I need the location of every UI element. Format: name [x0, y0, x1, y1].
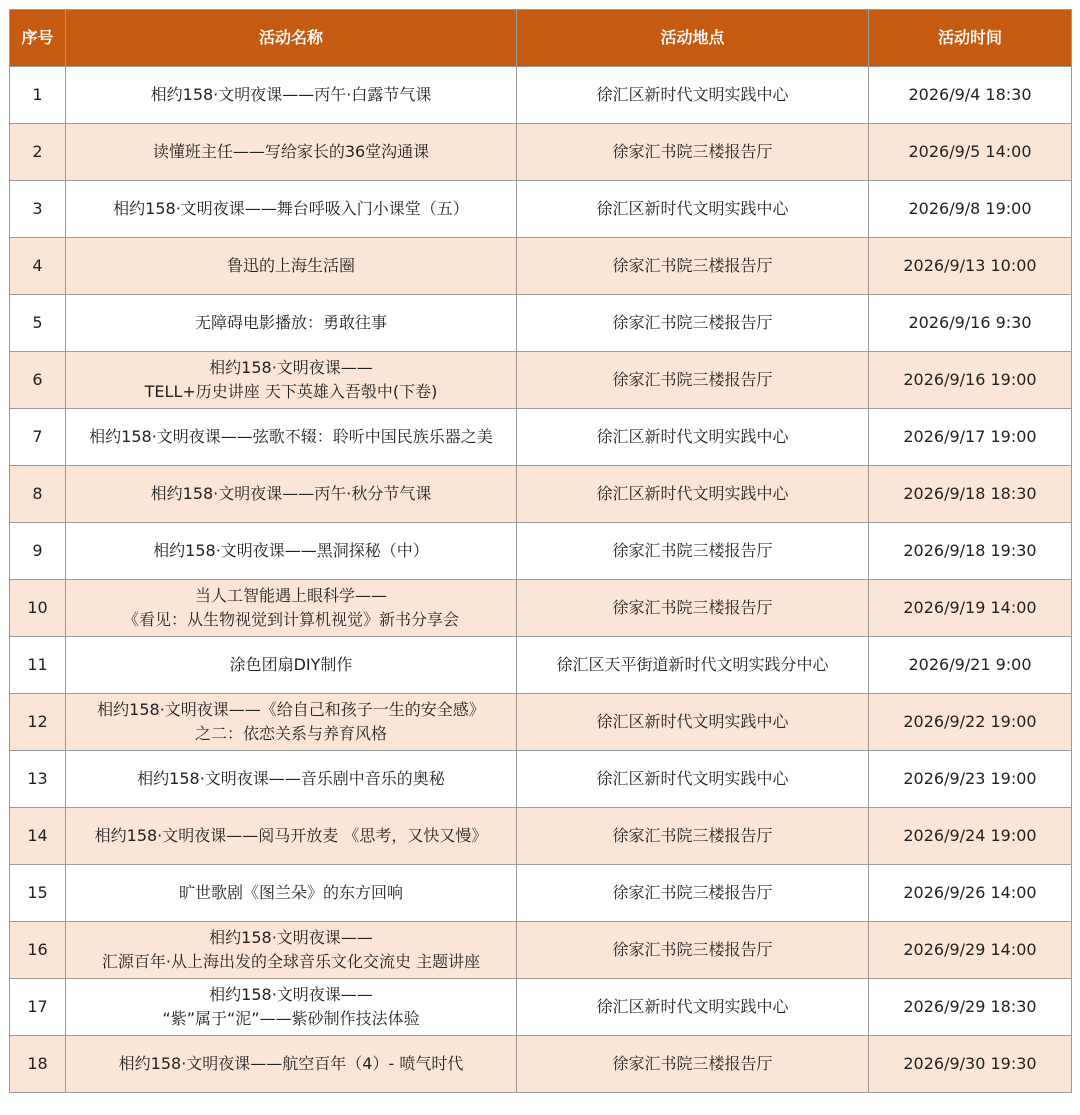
cell-location: 徐家汇书院三楼报告厅: [517, 352, 869, 409]
cell-index: 9: [10, 523, 66, 580]
cell-index: 15: [10, 865, 66, 922]
cell-location: 徐家汇书院三楼报告厅: [517, 865, 869, 922]
activity-name-line: 鲁迅的上海生活圈: [226, 256, 355, 275]
activity-name-line: 相约158·文明夜课——航空百年（4）- 喷气时代: [118, 1054, 464, 1073]
cell-index: 13: [10, 751, 66, 808]
activity-name-line: 相约158·文明夜课——丙午·白露节气课: [150, 85, 432, 104]
cell-location: 徐汇区新时代文明实践中心: [517, 409, 869, 466]
cell-index: 6: [10, 352, 66, 409]
table-row: [10, 1036, 1072, 1093]
cell-activity-name: [66, 181, 517, 238]
table-row: [10, 865, 1072, 922]
activity-name-line: 相约158·文明夜课——阅马开放麦 《思考，又快又慢》: [94, 826, 488, 845]
cell-time: 2026/9/16 19:00: [869, 352, 1072, 409]
table-row: [10, 979, 1072, 1036]
cell-index: 14: [10, 808, 66, 865]
activity-name-line: 读懂班主任——写给家长的36堂沟通课: [152, 142, 430, 161]
cell-location: 徐家汇书院三楼报告厅: [517, 808, 869, 865]
cell-location: 徐汇区新时代文明实践中心: [517, 67, 869, 124]
cell-activity-name: [66, 580, 517, 637]
table-row: [10, 238, 1072, 295]
table-row: [10, 409, 1072, 466]
cell-activity-name: [66, 466, 517, 523]
activity-name-line: 相约158·文明夜课——《给自己和孩子一生的安全感》: [97, 700, 485, 719]
cell-index: 7: [10, 409, 66, 466]
cell-activity-name: [66, 865, 517, 922]
cell-index: 2: [10, 124, 66, 181]
cell-location: 徐汇区新时代文明实践中心: [517, 466, 869, 523]
activity-name-line: “紫”属于“泥”——紫砂制作技法体验: [162, 1009, 420, 1028]
table-row: [10, 808, 1072, 865]
cell-activity-name: [66, 808, 517, 865]
cell-activity-name: [66, 295, 517, 352]
cell-index: 12: [10, 694, 66, 751]
activity-name-line: TELL+历史讲座 天下英雄入吾彀中(下卷): [144, 382, 438, 401]
activity-name-line: 相约158·文明夜课——丙午·秋分节气课: [150, 484, 432, 503]
activity-name-line: 相约158·文明夜课——弦歌不辍：聆听中国民族乐器之美: [89, 427, 493, 446]
table-row: [10, 637, 1072, 694]
cell-time: 2026/9/5 14:00: [869, 124, 1072, 181]
activity-name-line: 涂色团扇DIY制作: [229, 655, 353, 674]
cell-time: 2026/9/13 10:00: [869, 238, 1072, 295]
cell-time: 2026/9/29 14:00: [869, 922, 1072, 979]
cell-location: 徐家汇书院三楼报告厅: [517, 580, 869, 637]
cell-time: 2026/9/30 19:30: [869, 1036, 1072, 1093]
cell-location: 徐汇区新时代文明实践中心: [517, 694, 869, 751]
cell-index: 11: [10, 637, 66, 694]
cell-activity-name: [66, 1036, 517, 1093]
cell-activity-name: [66, 409, 517, 466]
cell-activity-name: [66, 352, 517, 409]
cell-activity-name: [66, 238, 517, 295]
cell-location: 徐汇区新时代文明实践中心: [517, 181, 869, 238]
cell-index: 3: [10, 181, 66, 238]
table-row: [10, 67, 1072, 124]
cell-time: 2026/9/16 9:30: [869, 295, 1072, 352]
cell-index: 1: [10, 67, 66, 124]
table-row: [10, 295, 1072, 352]
cell-activity-name: [66, 67, 517, 124]
cell-activity-name: [66, 637, 517, 694]
cell-index: 4: [10, 238, 66, 295]
cell-time: 2026/9/29 18:30: [869, 979, 1072, 1036]
activity-name-line: 相约158·文明夜课——: [209, 985, 373, 1004]
cell-index: 5: [10, 295, 66, 352]
cell-location: 徐家汇书院三楼报告厅: [517, 124, 869, 181]
cell-time: 2026/9/8 19:00: [869, 181, 1072, 238]
cell-activity-name: [66, 124, 517, 181]
cell-time: 2026/9/4 18:30: [869, 67, 1072, 124]
activity-name-line: 《看见：从生物视觉到计算机视觉》新书分享会: [122, 610, 459, 629]
table-row: [10, 751, 1072, 808]
activity-name-line: 旷世歌剧《图兰朵》的东方回响: [178, 883, 403, 902]
table-row: [10, 694, 1072, 751]
column-header-time: 活动时间: [869, 10, 1072, 67]
cell-activity-name: [66, 922, 517, 979]
cell-index: 17: [10, 979, 66, 1036]
activity-name-line: 相约158·文明夜课——舞台呼吸入门小课堂（五）: [113, 199, 469, 218]
schedule-table-container: [9, 9, 1071, 1093]
cell-activity-name: [66, 523, 517, 580]
activity-name-line: 相约158·文明夜课——: [209, 358, 373, 377]
cell-activity-name: [66, 751, 517, 808]
activity-name-line: 无障碍电影播放：勇敢往事: [194, 313, 387, 332]
cell-time: 2026/9/18 19:30: [869, 523, 1072, 580]
cell-index: 10: [10, 580, 66, 637]
cell-time: 2026/9/26 14:00: [869, 865, 1072, 922]
cell-location: 徐家汇书院三楼报告厅: [517, 1036, 869, 1093]
cell-location: 徐汇区天平街道新时代文明实践分中心: [517, 637, 869, 694]
cell-activity-name: [66, 979, 517, 1036]
table-body: [10, 67, 1072, 1093]
table-row: [10, 580, 1072, 637]
activity-name-line: 相约158·文明夜课——: [209, 928, 373, 947]
cell-index: 8: [10, 466, 66, 523]
cell-index: 18: [10, 1036, 66, 1093]
cell-location: 徐家汇书院三楼报告厅: [517, 922, 869, 979]
cell-location: 徐汇区新时代文明实践中心: [517, 751, 869, 808]
activity-name-line: 汇源百年·从上海出发的全球音乐文化交流史 主题讲座: [101, 952, 481, 971]
cell-time: 2026/9/23 19:00: [869, 751, 1072, 808]
header-row: [10, 10, 1072, 67]
activity-name-line: 当人工智能遇上眼科学——: [194, 586, 387, 605]
column-header-location: 活动地点: [517, 10, 869, 67]
table-row: [10, 466, 1072, 523]
cell-time: 2026/9/24 19:00: [869, 808, 1072, 865]
cell-time: 2026/9/18 18:30: [869, 466, 1072, 523]
activity-name-line: 之二：依恋关系与养育风格: [194, 724, 387, 743]
cell-activity-name: [66, 694, 517, 751]
column-header-index: 序号: [10, 10, 66, 67]
table-row: [10, 523, 1072, 580]
table-row: [10, 352, 1072, 409]
cell-index: 16: [10, 922, 66, 979]
cell-location: 徐家汇书院三楼报告厅: [517, 295, 869, 352]
cell-location: 徐家汇书院三楼报告厅: [517, 523, 869, 580]
table-row: [10, 124, 1072, 181]
activity-name-line: 相约158·文明夜课——音乐剧中音乐的奥秘: [137, 769, 445, 788]
column-header-name: 活动名称: [66, 10, 517, 67]
table-row: [10, 922, 1072, 979]
activity-name-line: 相约158·文明夜课——黑洞探秘（中）: [153, 541, 429, 560]
cell-time: 2026/9/22 19:00: [869, 694, 1072, 751]
activity-schedule-table: [9, 9, 1072, 1093]
cell-time: 2026/9/21 9:00: [869, 637, 1072, 694]
cell-location: 徐汇区新时代文明实践中心: [517, 979, 869, 1036]
cell-time: 2026/9/19 14:00: [869, 580, 1072, 637]
cell-location: 徐家汇书院三楼报告厅: [517, 238, 869, 295]
cell-time: 2026/9/17 19:00: [869, 409, 1072, 466]
table-header: [10, 10, 1072, 67]
table-row: [10, 181, 1072, 238]
